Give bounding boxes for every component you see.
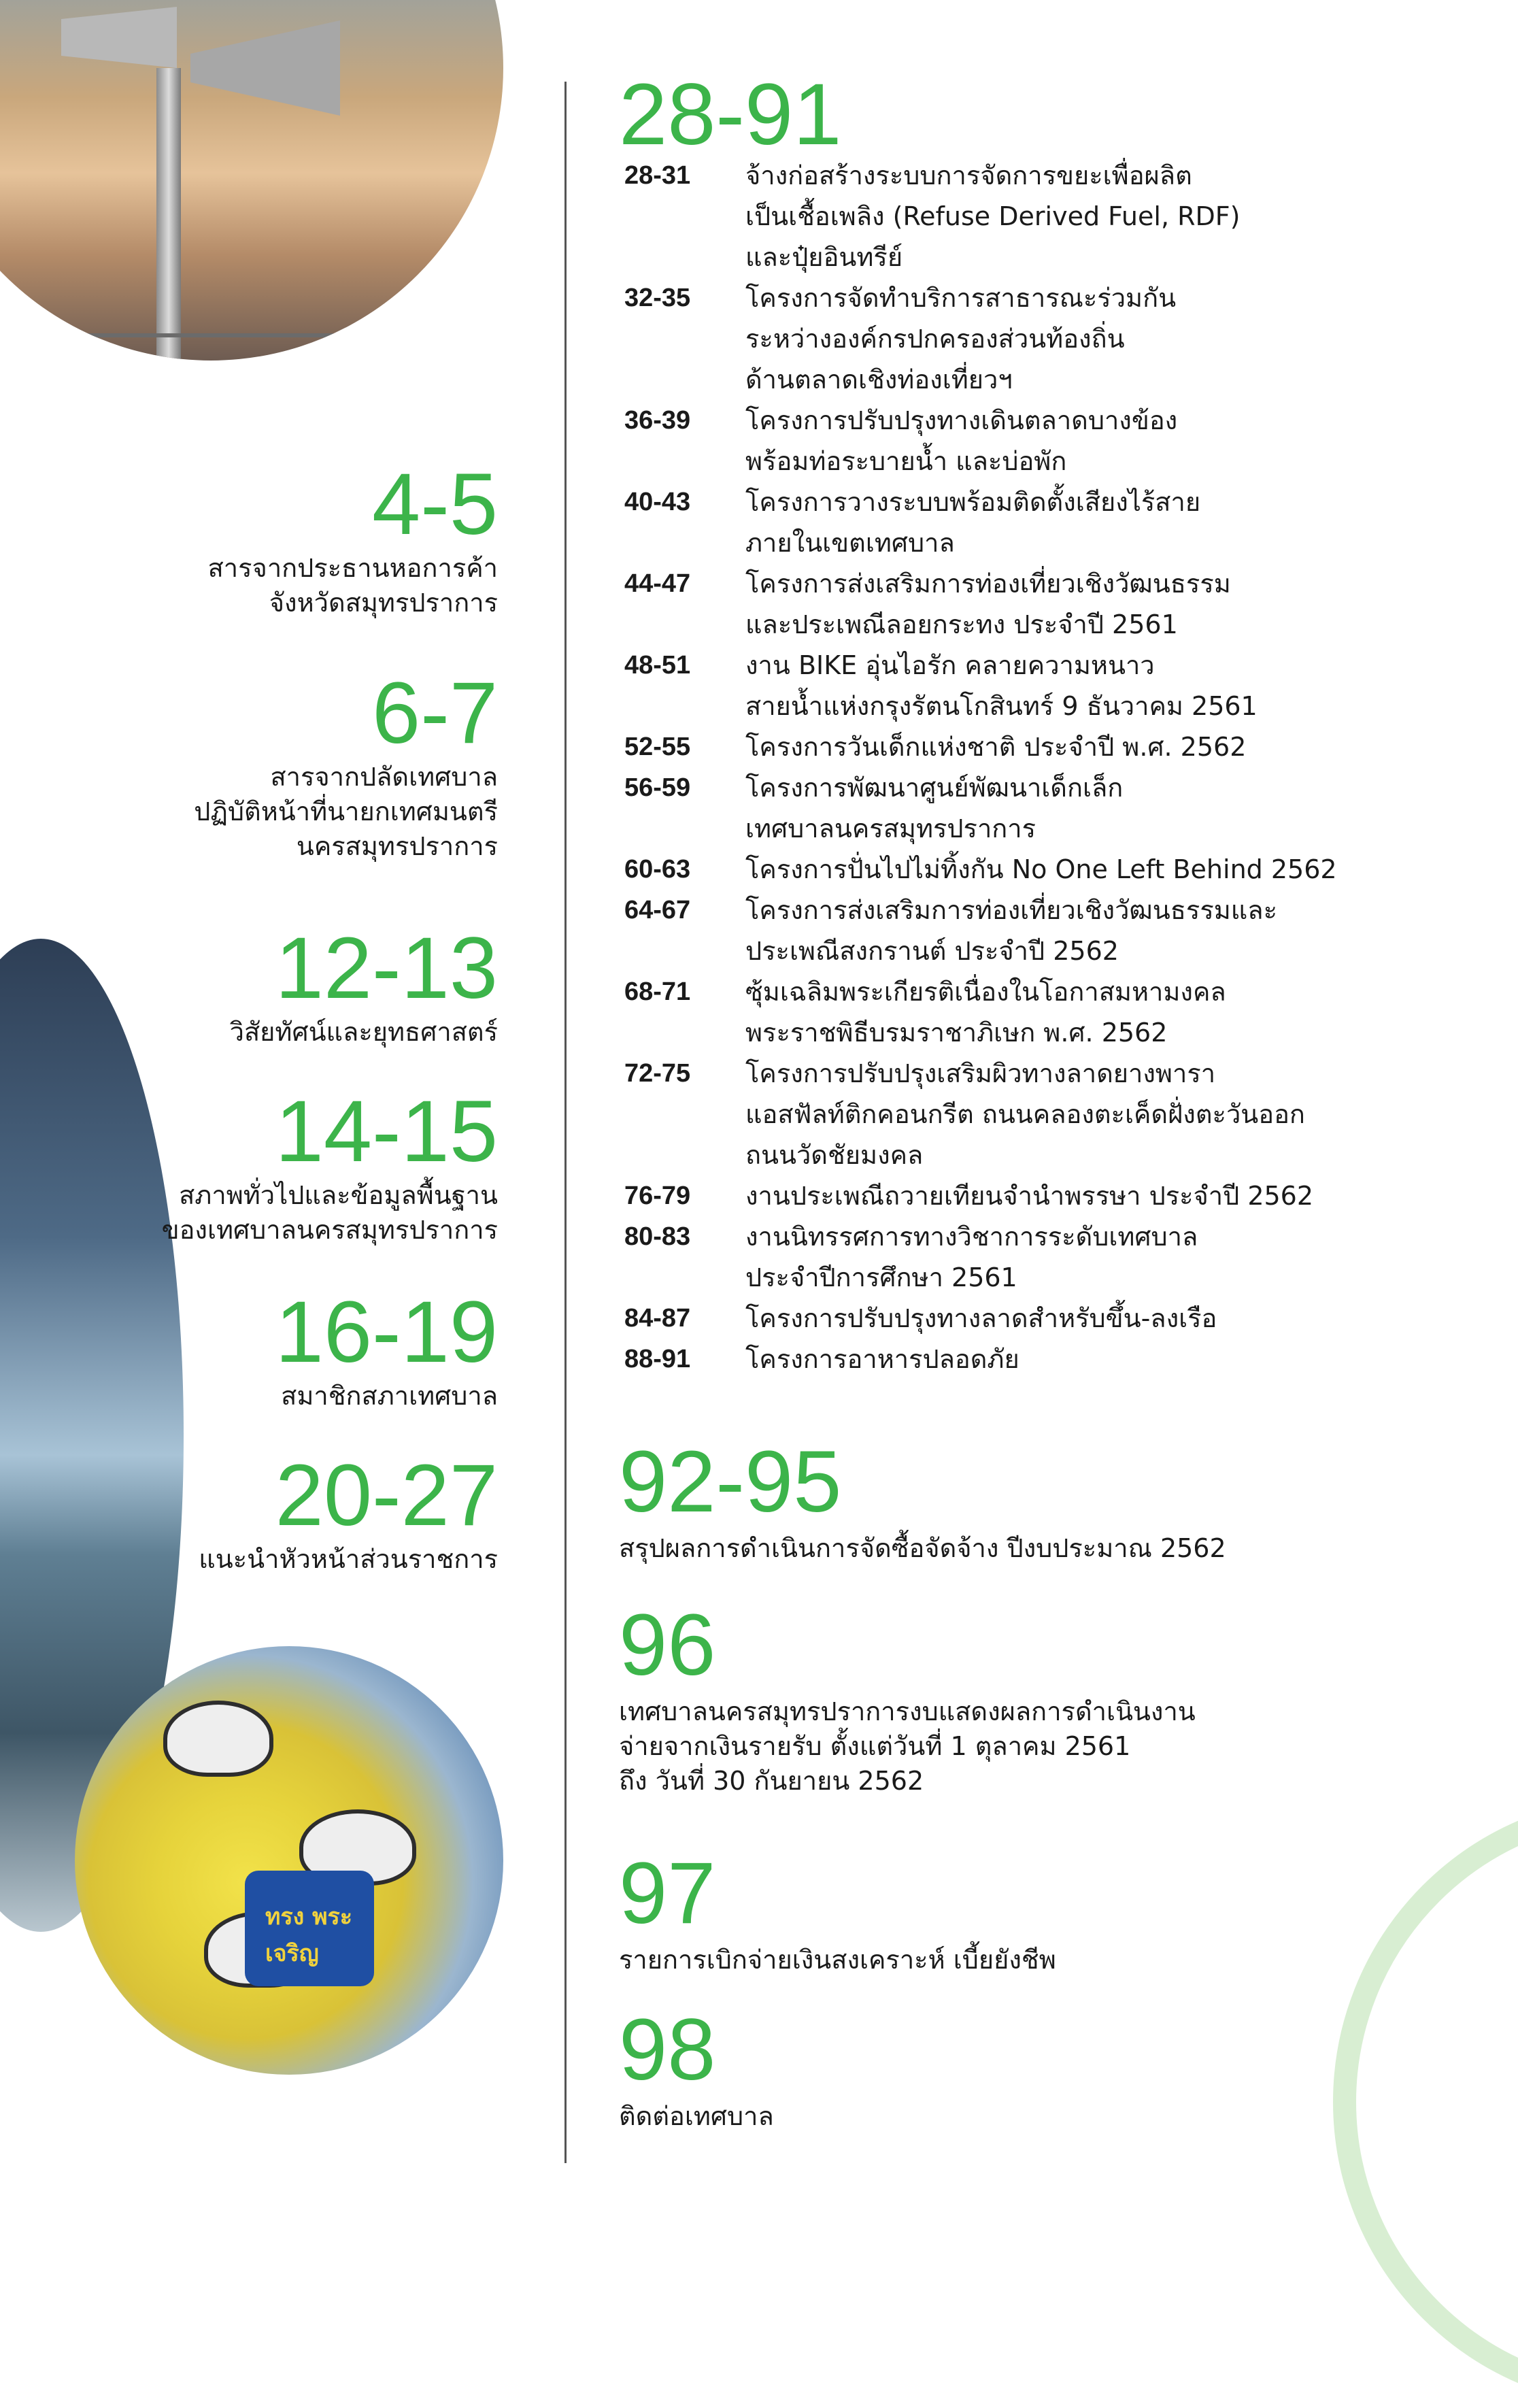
fence-rail [0,333,503,361]
section-96 [619,1596,1476,1799]
row-pages: 76-79 [624,1182,691,1210]
toc-entry-12-13 [22,920,498,1050]
row-pages: 60-63 [624,855,691,884]
row-pages: 52-55 [624,733,691,761]
page-range: 16-19 [275,1284,498,1381]
section-description: สรุปผลการดำเนินการจัดซื้อจัดจ้าง ปีงบประมาณ 2562 [619,1533,1226,1563]
entry-description: สมาชิกสภาเทศบาล [281,1381,498,1411]
row-pages: 44-47 [624,569,691,598]
row-pages: 88-91 [624,1345,691,1373]
row-title: โครงการปั่นไปไม่ทิ้งกัน No One Left Behind 2562 [745,854,1337,884]
row-pages: 80-83 [624,1222,691,1251]
toc-row [624,1339,1474,1379]
section-description: รายการเบิกจ่ายเงินสงเคราะห์ เบี้ยยังชีพ [619,1945,1056,1975]
helmet [163,1701,273,1777]
page-range: 14-15 [275,1083,498,1180]
toc-row [624,849,1474,890]
row-pages: 64-67 [624,896,691,924]
entry-description: แนะนำหัวหน้าส่วนราชการ [199,1544,498,1574]
entry-description: สารจากปลัดเทศบาล ปฏิบัติหน้าที่นายกเทศมนตรี นครสมุทรปราการ [194,762,498,861]
row-pages: 56-59 [624,773,691,802]
toc-entry-16-19 [22,1284,498,1414]
toc-row [624,400,1474,482]
toc-row [624,278,1474,400]
section-97 [619,1845,1476,1977]
speaker-pole [156,68,181,361]
row-title: ซุ้มเฉลิมพระเกียรติเนื่องในโอกาสมหามงคล พระราชพิธีบรมราชาภิเษก พ.ศ. 2562 [745,977,1226,1048]
row-title: งานประเพณีถวายเทียนจำนำพรรษา ประจำปี 2562 [745,1181,1314,1211]
loudspeaker-photo [0,0,503,361]
page-range: 28-91 [619,66,842,163]
section-98 [619,2001,1476,2134]
row-title: โครงการอาหารปลอดภัย [745,1344,1019,1374]
row-pages: 28-31 [624,161,691,190]
row-pages: 72-75 [624,1059,691,1088]
row-title: งานนิทรรศการทางวิชาการระดับเทศบาล ประจำปีการศึกษา 2561 [745,1222,1198,1292]
jersey-text: ทรง พระ เจริญ [265,1903,353,1967]
page-range: 4-5 [372,456,498,553]
toc-row [624,482,1474,563]
toc-row [624,1298,1474,1339]
row-title: โครงการปรับปรุงทางลาดสำหรับขึ้น-ลงเรือ [745,1303,1217,1333]
page-range: 6-7 [372,665,498,762]
column-divider [564,82,567,2163]
toc-entry-14-15 [22,1083,498,1248]
row-title: โครงการพัฒนาศูนย์พัฒนาเด็กเล็ก เทศบาลนครสมุทรปราการ [745,773,1124,843]
page-range: 96 [619,1596,716,1694]
toc-row [624,767,1474,849]
toc-row [624,1053,1474,1175]
entry-description: สภาพทั่วไปและข้อมูลพื้นฐาน ของเทศบาลนครสมุทรปราการ [161,1180,498,1245]
row-pages: 32-35 [624,284,691,312]
section-92-95 [619,1433,1476,1566]
speaker-horn-right [190,20,340,116]
row-pages: 40-43 [624,488,691,516]
page-range: 92-95 [619,1433,842,1531]
toc-row [624,563,1474,645]
row-pages: 68-71 [624,977,691,1006]
row-title: โครงการจัดทำบริการสาธารณะร่วมกัน ระหว่างองค์กรปกครองส่วนท้องถิ่น ด้านตลาดเชิงท่องเที่ยวฯ [745,283,1177,395]
entry-description: สารจากประธานหอการค้า จังหวัดสมุทรปราการ [207,553,498,618]
section-description: เทศบาลนครสมุทรปราการงบแสดงผลการดำเนินงาน จ่ายจากเงินรายรับ ตั้งแต่วันที่ 1 ตุลาคม 2561 ถึง วันที่ 30 กันยายน 2562 [619,1696,1196,1796]
row-title: โครงการส่งเสริมการท่องเที่ยวเชิงวัฒนธรรมและ ประเพณีสงกรานต์ ประจำปี 2562 [745,895,1277,966]
row-title: โครงการส่งเสริมการท่องเที่ยวเชิงวัฒนธรรม และประเพณีลอยกระทง ประจำปี 2561 [745,569,1231,639]
row-title: โครงการปรับปรุงเสริมผิวทางลาดยางพารา แอสฟัลท์ติกคอนกรีต ถนนคลองตะเค็ดฝั่งตะวันออก ถนนวัดชัยมงคล [745,1058,1305,1170]
toc-list-28-91 [624,155,1474,1379]
toc-row [624,1175,1474,1216]
row-pages: 36-39 [624,406,691,435]
section-description: ติดต่อเทศบาล [619,2101,774,2131]
row-title: จ้างก่อสร้างระบบการจัดการขยะเพื่อผลิต เป็นเชื้อเพลิง (Refuse Derived Fuel, RDF) และปุ๋ยอินทรีย์ [745,161,1241,272]
toc-entry-6-7 [22,665,498,864]
toc-row [624,645,1474,726]
toc-row [624,890,1474,971]
row-pages: 84-87 [624,1304,691,1333]
cyclists-photo [75,1646,503,2075]
row-title: โครงการวันเด็กแห่งชาติ ประจำปี พ.ศ. 2562 [745,732,1247,762]
toc-row [624,971,1474,1053]
jersey [245,1871,374,1986]
row-title: งาน BIKE อุ่นไอรัก คลายความหนาว สายน้ำแห่งกรุงรัตนโกสินทร์ 9 ธันวาคม 2561 [745,650,1258,721]
page-range: 97 [619,1845,716,1942]
row-title: โครงการวางระบบพร้อมติดตั้งเสียงไร้สาย ภายในเขตเทศบาล [745,487,1201,558]
toc-row [624,1216,1474,1298]
section-28-91-heading [619,66,1476,163]
page-range: 20-27 [275,1447,498,1544]
entry-description: วิสัยทัศน์และยุทธศาสตร์ [229,1017,498,1047]
row-pages: 48-51 [624,651,691,680]
speaker-horn-left [61,7,177,68]
page-range: 12-13 [275,920,498,1017]
row-title: โครงการปรับปรุงทางเดินตลาดบางข้อง พร้อมท่อระบายน้ำ และบ่อพัก [745,405,1178,476]
toc-entry-20-27 [22,1447,498,1577]
page-range: 98 [619,2001,716,2098]
toc-row [624,726,1474,767]
toc-row [624,155,1474,278]
toc-entry-4-5 [22,456,498,620]
